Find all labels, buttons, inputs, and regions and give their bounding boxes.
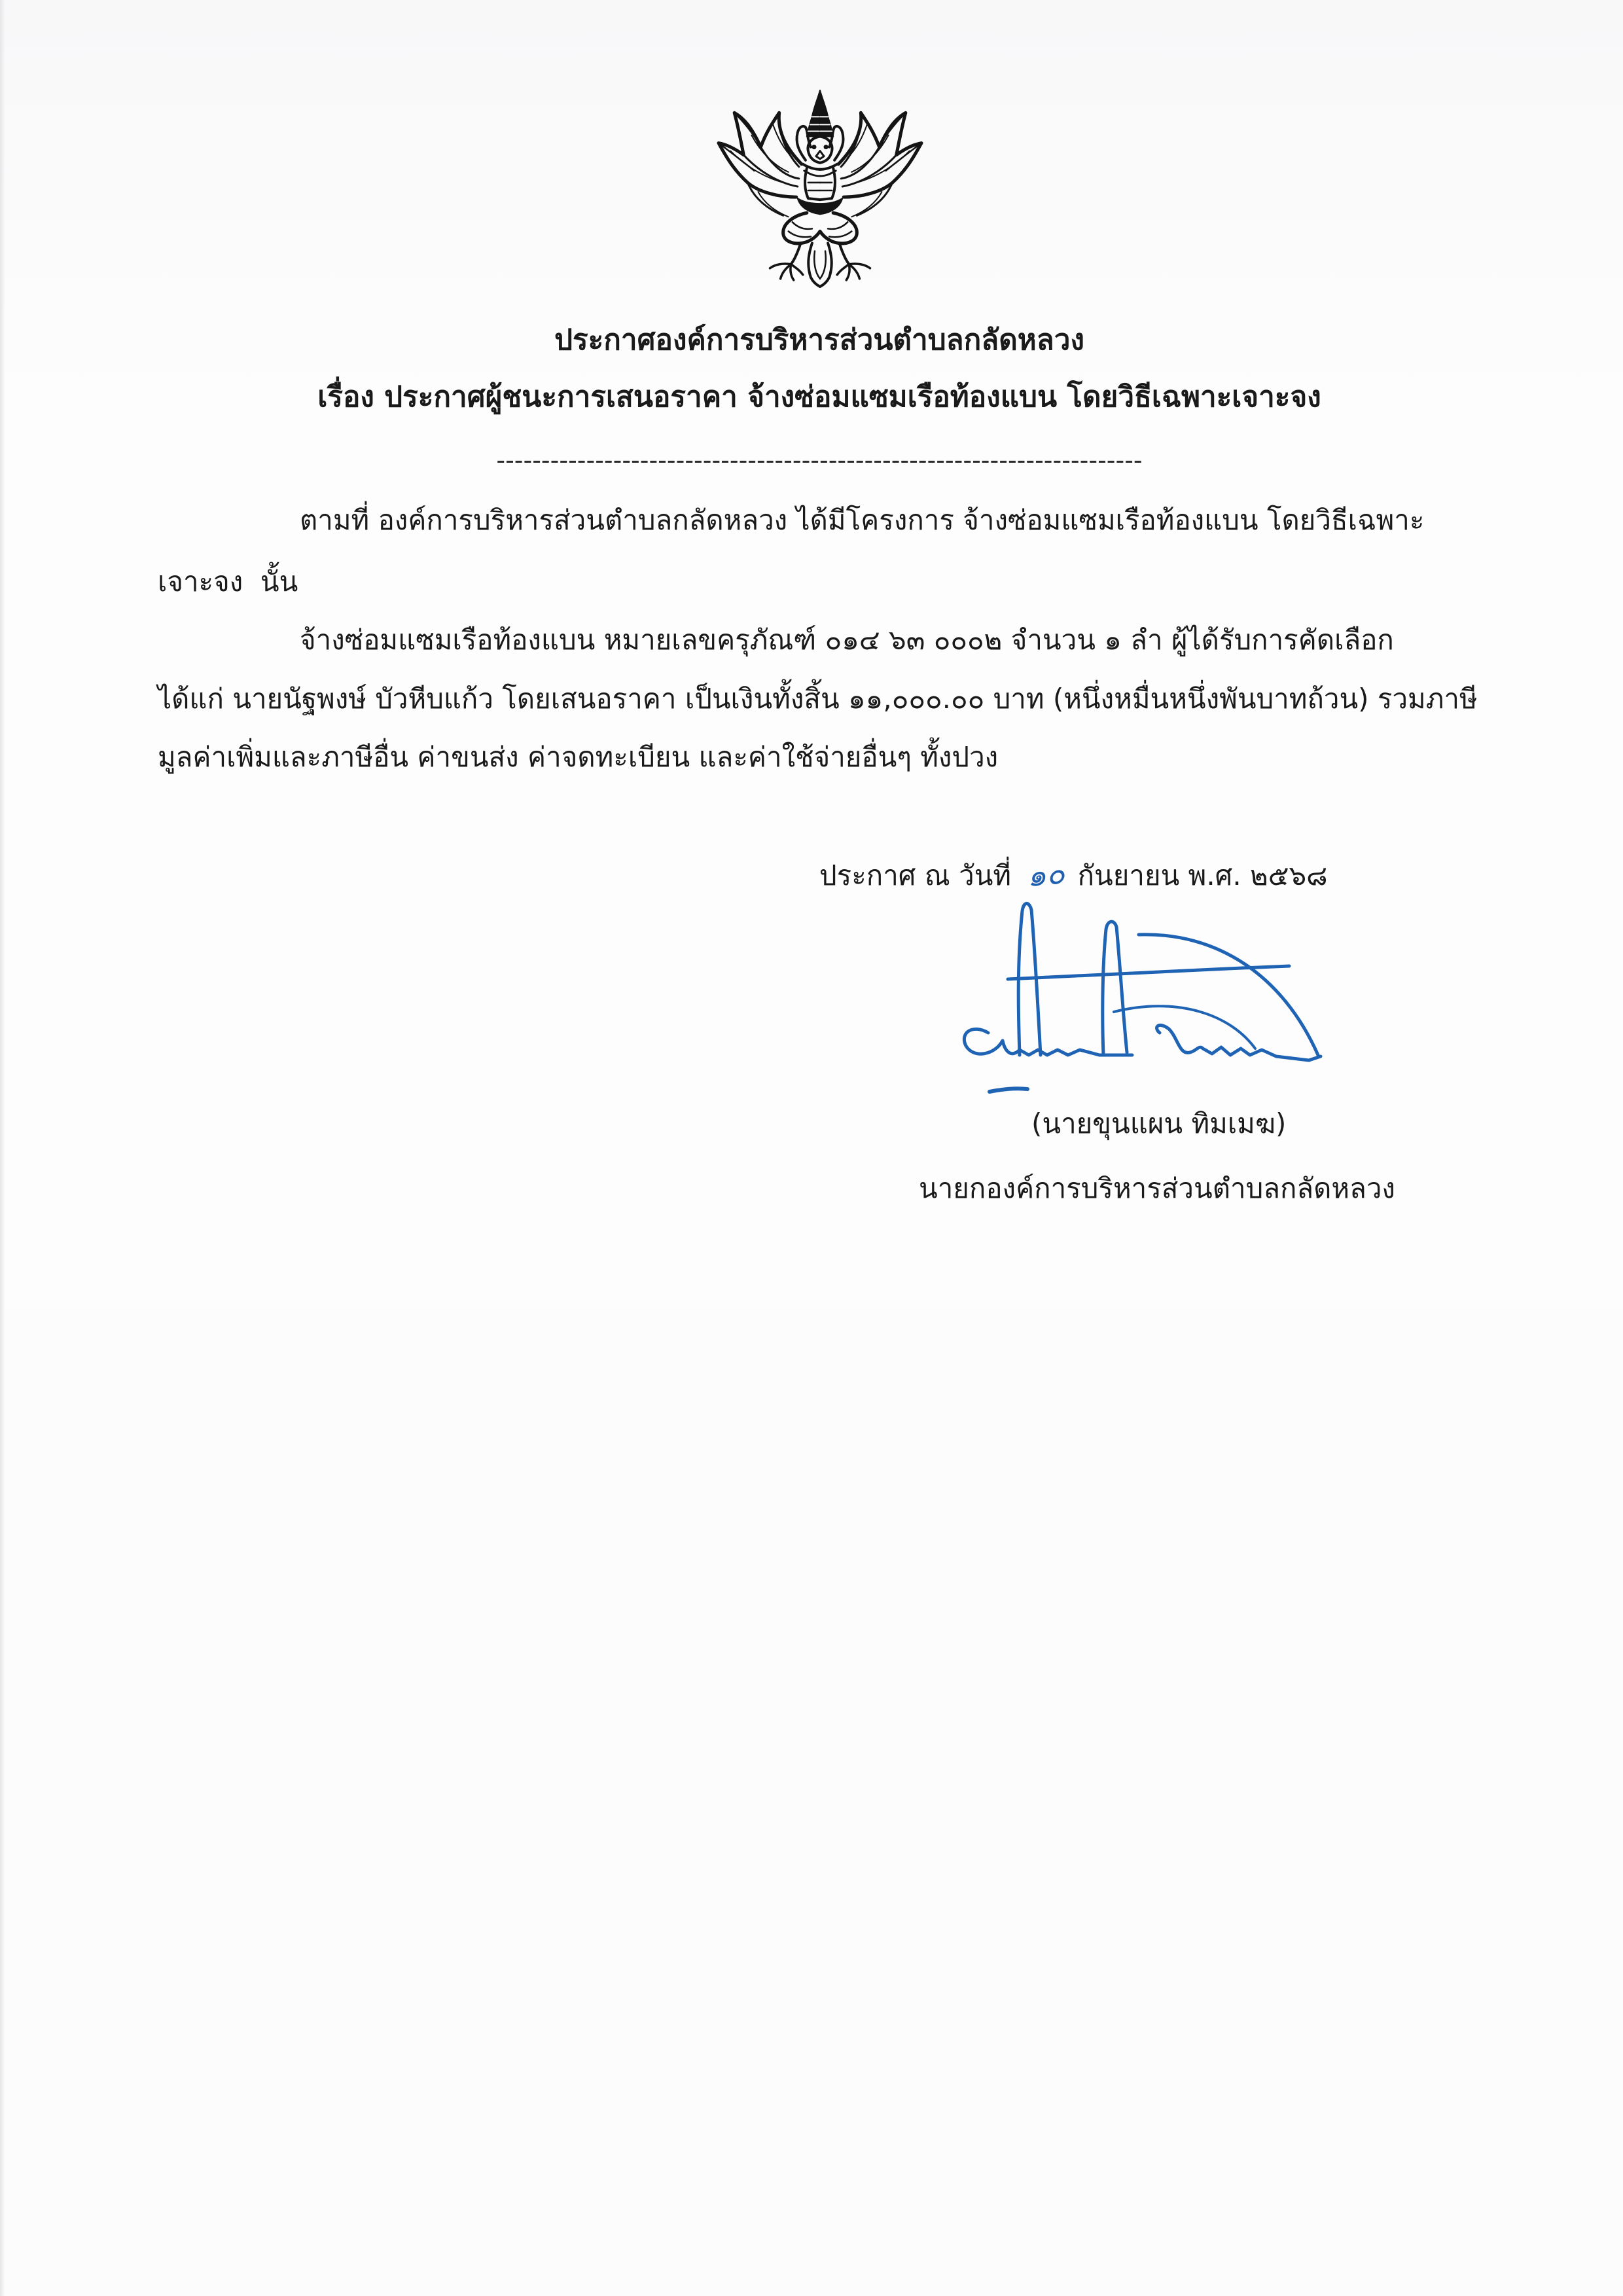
- garuda-emblem: [715, 85, 925, 292]
- emblem-left-half: [719, 90, 820, 287]
- date-month-year: กันยายน พ.ศ. ๒๕๖๘: [1077, 859, 1328, 891]
- emblem-right-half: [820, 90, 921, 287]
- signatory-position: นายกองค์การบริหารส่วนตำบลกลัดหลวง: [919, 1172, 1395, 1204]
- paragraph-1-line-1: ตามที่ องค์การบริหารส่วนตำบลกลัดหลวง ได้มีโครงการ จ้างซ่อมแซมเรือท้องแบน โดยวิธีเฉพาะ: [300, 504, 1425, 536]
- document-subject: เรื่อง ประกาศผู้ชนะการเสนอราคา จ้างซ่อมแซมเรือท้องแบน โดยวิธีเฉพาะเจาะจง: [317, 380, 1321, 414]
- signatory-name: (นายขุนแผน ทิมเมฆ): [1031, 1107, 1287, 1139]
- date-prefix: ประกาศ ณ วันที่: [819, 859, 1012, 891]
- handwritten-day: ๑๐: [1025, 855, 1066, 894]
- scan-edge: [0, 0, 5, 2296]
- paragraph-1-line-2: เจาะจง นั้น: [158, 565, 298, 598]
- paragraph-2-line-1: จ้างซ่อมแซมเรือท้องแบน หมายเลขครุภัณฑ์ ๐๑๔ ๖๓ ๐๐๐๒ จำนวน ๑ ลำ ผู้ได้รับการคัดเลือก: [300, 624, 1394, 656]
- separator-line: ------------------------------------------------------------------------: [496, 446, 1143, 475]
- handwritten-signature: [942, 884, 1348, 1113]
- paragraph-2-line-2: ได้แก่ นายนัฐพงษ์ บัวหีบแก้ว โดยเสนอราคา เป็นเงินทั้งสิ้น ๑๑,๐๐๐.๐๐ บาท (หนึ่งหมื่นหนึ่งพันบาทถ้วน) รวมภาษี: [158, 683, 1478, 715]
- paragraph-2-line-3: มูลค่าเพิ่มและภาษีอื่น ค่าขนส่ง ค่าจดทะเบียน และค่าใช้จ่ายอื่นๆ ทั้งปวง: [158, 741, 999, 773]
- document-title: ประกาศองค์การบริหารส่วนตำบลกลัดหลวง: [554, 323, 1084, 357]
